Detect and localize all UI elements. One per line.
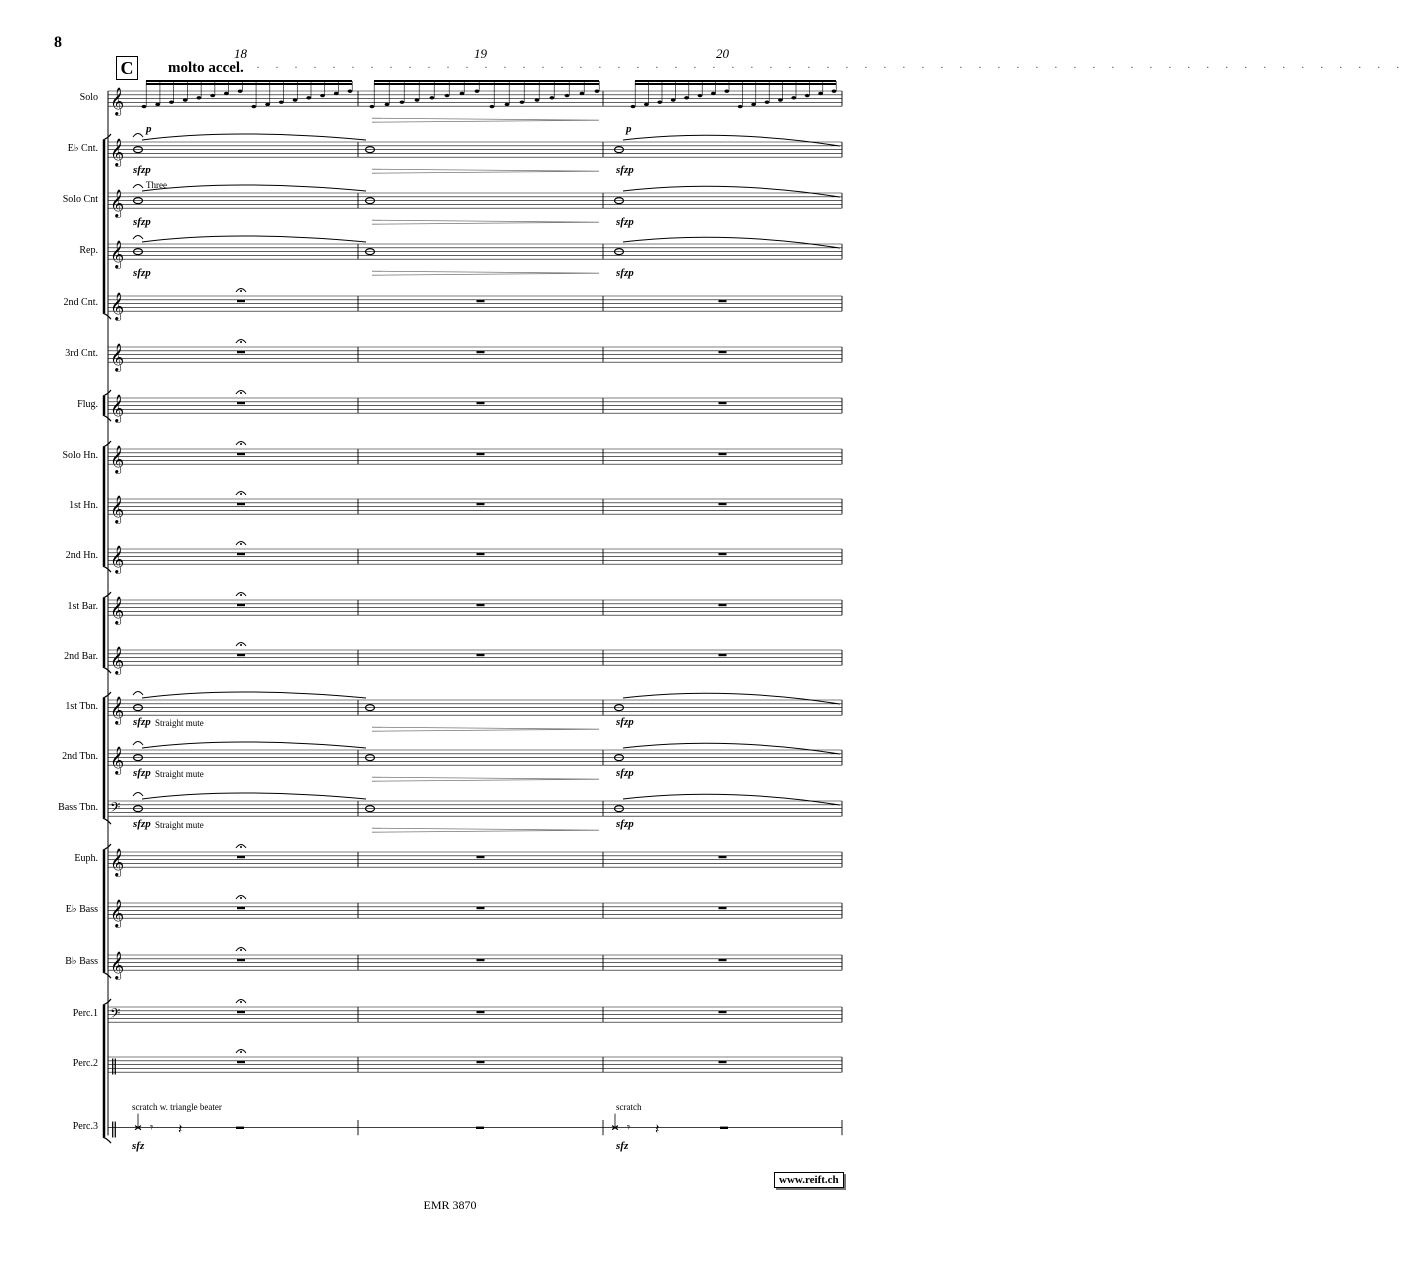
whole-rest [237, 959, 245, 961]
bracket-hook [103, 1137, 111, 1143]
note [751, 103, 756, 106]
note [155, 103, 160, 106]
staff-label: Rep. [79, 244, 98, 256]
clef: 𝄞 [110, 951, 125, 980]
note [238, 90, 243, 93]
whole-rest [720, 1127, 728, 1129]
dynamic-sfzp: sfzp [133, 216, 151, 228]
tie [142, 742, 366, 748]
staff-label: 1st Tbn. [65, 700, 98, 712]
note [475, 90, 480, 93]
bracket-hook [103, 818, 111, 824]
clef: 𝄢 [110, 1005, 121, 1025]
whole-rest [719, 453, 727, 455]
whole-rest [477, 553, 485, 555]
fermata-dot [240, 1051, 242, 1053]
staff-label: 2nd Bar. [64, 650, 98, 662]
whole-rest [237, 604, 245, 606]
tie [623, 693, 840, 704]
note [711, 92, 716, 95]
note [505, 103, 510, 106]
note [565, 94, 570, 97]
eighth-rest: 𝄾 [150, 1120, 154, 1135]
fermata-dot [240, 543, 242, 545]
dynamic-p: p [146, 123, 152, 135]
scratch-beater-marking: scratch w. triangle beater [132, 1102, 222, 1112]
whole-rest [237, 1061, 245, 1063]
fermata-dot [240, 392, 242, 394]
staff-label: 2nd Hn. [65, 549, 98, 561]
staff-label: Perc.1 [72, 1007, 98, 1019]
whole-rest [237, 553, 245, 555]
staff-label: 2nd Tbn. [62, 750, 98, 762]
clef: ‖ [110, 1118, 118, 1138]
whole-rest [719, 604, 727, 606]
note [279, 101, 284, 104]
whole-rest [477, 856, 485, 858]
clef: 𝄞 [110, 596, 125, 625]
clef: 𝄞 [110, 545, 125, 574]
note [265, 103, 270, 106]
note [183, 98, 188, 101]
whole-rest [477, 1061, 485, 1063]
fermata [133, 236, 143, 240]
note [520, 101, 525, 104]
clef: 𝄢 [110, 799, 121, 819]
tempo-marking: molto accel. [168, 60, 244, 76]
whole-rest [477, 907, 485, 909]
fermata [133, 692, 143, 696]
staff-label: Bass Tbn. [58, 801, 98, 813]
staff-label: 1st Hn. [69, 499, 98, 511]
whole-rest [236, 1127, 244, 1129]
tie [623, 794, 840, 805]
note [765, 101, 770, 104]
whole-rest [237, 907, 245, 909]
note [595, 90, 600, 93]
straight-mute-marking: Straight mute [155, 718, 204, 728]
note [738, 105, 743, 108]
note [631, 105, 636, 108]
dynamic-sfzp: sfzp [133, 767, 151, 779]
three-marking: Three [146, 180, 167, 190]
dynamic-sfzp: sfzp [133, 818, 151, 830]
hairpin [372, 828, 599, 832]
dynamic-sfzp: sfzp [133, 164, 151, 176]
fermata-dot [240, 341, 242, 343]
whole-rest [477, 300, 485, 302]
note [724, 90, 729, 93]
rehearsal-mark: C [116, 56, 138, 80]
fermata-dot [240, 949, 242, 951]
note [445, 94, 450, 97]
staff-label: 2nd Cnt. [63, 296, 98, 308]
clef: 𝄞 [110, 696, 125, 725]
staff-label: Perc.2 [72, 1057, 98, 1069]
note [142, 105, 147, 108]
clef: 𝄞 [110, 138, 125, 167]
whole-rest [237, 402, 245, 404]
whole-rest [719, 959, 727, 961]
clef: 𝄞 [110, 87, 125, 116]
note [385, 103, 390, 106]
note [430, 96, 435, 99]
straight-mute-marking: Straight mute [155, 820, 204, 830]
whole-rest [237, 856, 245, 858]
publisher-url[interactable]: www.reift.ch [774, 1172, 844, 1188]
staff-label: Solo Hn. [62, 449, 98, 461]
note [169, 101, 174, 104]
note [698, 94, 703, 97]
whole-rest [719, 654, 727, 656]
whole-rest [237, 654, 245, 656]
staff-label: E♭ Bass [65, 903, 98, 915]
whole-rest [719, 1011, 727, 1013]
fermata [133, 742, 143, 746]
tie [623, 237, 840, 248]
clef: 𝄞 [110, 848, 125, 877]
note [224, 92, 229, 95]
scratch-marking: scratch [616, 1102, 642, 1112]
staff-label: E♭ Cnt. [67, 142, 98, 154]
hairpin [372, 271, 599, 275]
note [778, 98, 783, 101]
whole-rest [719, 553, 727, 555]
whole-rest [477, 351, 485, 353]
note [535, 98, 540, 101]
bracket-hook [103, 999, 111, 1005]
staff-label: Solo [79, 91, 98, 103]
dynamic-sfzp: sfzp [616, 818, 634, 830]
fermata-dot [240, 493, 242, 495]
tie [623, 743, 840, 754]
note [210, 94, 215, 97]
dynamic-sfzp: sfzp [616, 716, 634, 728]
measure-number: 19 [474, 46, 487, 61]
note [644, 103, 649, 106]
dynamic-sfzp: sfzp [133, 267, 151, 279]
whole-rest [237, 300, 245, 302]
staff-label: B♭ Bass [65, 955, 98, 967]
dynamic-sfz: sfz [616, 1140, 629, 1152]
fermata-dot [240, 443, 242, 445]
whole-rest [477, 959, 485, 961]
note [832, 90, 837, 93]
hairpin [372, 220, 599, 224]
clef: 𝄞 [110, 746, 125, 775]
page-number: 8 [54, 34, 62, 51]
quarter-rest: 𝄽 [178, 1121, 183, 1138]
whole-rest [719, 402, 727, 404]
note [197, 96, 202, 99]
catalog-number: EMR 3870 [423, 1198, 477, 1212]
staff-label: Solo Cnt [62, 193, 98, 205]
hairpin [372, 727, 599, 731]
dynamic-sfzp: sfzp [133, 716, 151, 728]
note [580, 92, 585, 95]
whole-rest [237, 351, 245, 353]
quarter-rest: 𝄽 [655, 1121, 660, 1138]
note [348, 90, 353, 93]
whole-rest [237, 453, 245, 455]
whole-rest [477, 654, 485, 656]
note [293, 98, 298, 101]
whole-rest [719, 351, 727, 353]
clef: 𝄞 [110, 899, 125, 928]
note [550, 96, 555, 99]
note [370, 105, 375, 108]
accel-dotted-line: · · · · · · · · · · · · · · · · · · · · · · · · · · · · · · · · · · · · · · · · · · · · · · · · · · · · · · · · · · · · · [256, 60, 1406, 74]
note [684, 96, 689, 99]
fermata-dot [240, 644, 242, 646]
whole-rest [719, 300, 727, 302]
note [657, 101, 662, 104]
dynamic-sfzp: sfzp [616, 216, 634, 228]
dynamic-sfzp: sfzp [616, 267, 634, 279]
clef: 𝄞 [110, 495, 125, 524]
staff-label: Perc.3 [72, 1120, 98, 1132]
note [805, 94, 810, 97]
tie [142, 692, 366, 698]
measure-number: 20 [716, 46, 729, 61]
note [791, 96, 796, 99]
clef: 𝄞 [110, 445, 125, 474]
staff-label: Euph. [74, 852, 98, 864]
tie [623, 186, 840, 197]
whole-rest [719, 856, 727, 858]
whole-rest [477, 1011, 485, 1013]
hairpin [372, 169, 599, 173]
whole-rest [719, 907, 727, 909]
fermata-dot [240, 594, 242, 596]
tie [142, 134, 366, 140]
note [460, 92, 465, 95]
dynamic-sfzp: sfzp [616, 767, 634, 779]
fermata-dot [240, 1001, 242, 1003]
dynamic-sfz: sfz [132, 1140, 145, 1152]
tie [142, 236, 366, 242]
clef: 𝄞 [110, 240, 125, 269]
note [671, 98, 676, 101]
whole-rest [477, 503, 485, 505]
hairpin [372, 777, 599, 781]
dynamic-sfzp: sfzp [616, 164, 634, 176]
clef: 𝄞 [110, 292, 125, 321]
clef: 𝄞 [110, 646, 125, 675]
whole-rest [476, 1127, 484, 1129]
hairpin [372, 118, 599, 122]
staff-label: 1st Bar. [67, 600, 98, 612]
clef: 𝄞 [110, 343, 125, 372]
staff-label: Flug. [77, 398, 98, 410]
fermata [133, 793, 143, 797]
tie [142, 793, 366, 799]
straight-mute-marking: Straight mute [155, 769, 204, 779]
note [306, 96, 311, 99]
fermata-dot [240, 846, 242, 848]
note [334, 92, 339, 95]
note [400, 101, 405, 104]
note [490, 105, 495, 108]
eighth-rest: 𝄾 [627, 1120, 631, 1135]
fermata [133, 185, 143, 189]
measure-number: 18 [234, 46, 247, 61]
fermata [133, 134, 143, 138]
fermata-dot [240, 290, 242, 292]
clef: 𝄞 [110, 189, 125, 218]
whole-rest [237, 503, 245, 505]
clef: ‖ [110, 1055, 118, 1075]
fermata-dot [240, 897, 242, 899]
whole-rest [477, 604, 485, 606]
whole-rest [719, 503, 727, 505]
note [320, 94, 325, 97]
whole-rest [477, 402, 485, 404]
whole-rest [237, 1011, 245, 1013]
note [251, 105, 256, 108]
dynamic-p: p [626, 123, 632, 135]
tie [623, 135, 840, 146]
note [415, 98, 420, 101]
note [818, 92, 823, 95]
whole-rest [477, 453, 485, 455]
clef: 𝄞 [110, 394, 125, 423]
tie [142, 185, 366, 191]
whole-rest [719, 1061, 727, 1063]
staff-label: 3rd Cnt. [65, 347, 98, 359]
